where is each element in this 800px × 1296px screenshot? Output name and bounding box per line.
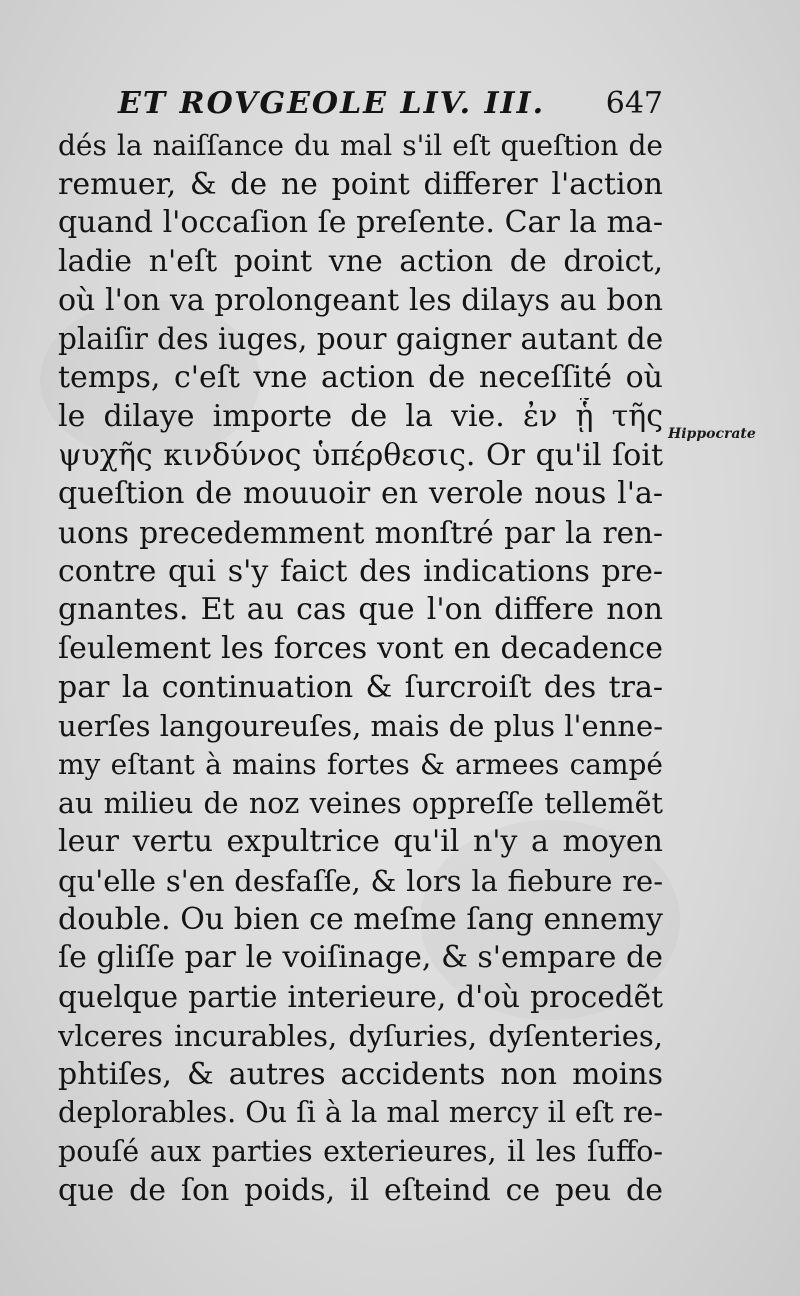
- text-line: pouſé aux parties exterieures, il les ſuffo-: [58, 1134, 663, 1168]
- text-line: queſtion de mouuoir en verole nous l'a-: [58, 476, 663, 512]
- text-line: où l'on va prolongeant les dilays au bon: [58, 282, 663, 318]
- text-line: ladie n'eſt point vne action de droict,: [58, 244, 663, 280]
- text-line: au milieu de noz veines oppreſſe tellemẽt: [58, 786, 663, 820]
- page-header: [118, 86, 663, 126]
- text-line: remuer, & de ne point differer l'action: [58, 166, 663, 202]
- text-line: vlceres incurables, dyſuries, dyſenteries,: [58, 1018, 663, 1053]
- text-line: leur vertu expultrice qu'il n'y a moyen: [58, 824, 663, 860]
- text-line: uerſes langoureuſes, mais de plus l'enne-: [58, 709, 663, 744]
- text-line: quelque partie interieure, d'où procedẽt: [58, 980, 663, 1015]
- text-line: le dilaye importe de la vie. ἐν ᾗ τῆς: [58, 398, 663, 434]
- text-line: uons precedemment monſtré par la ren-: [58, 515, 663, 550]
- text-line: qu'elle s'en desfaſſe, & lors la fiebure re-: [58, 864, 663, 899]
- text-line: quand l'occaſion ſe preſente. Car la ma-: [58, 205, 663, 241]
- running-title: ET ROVGEOLE LIV. III.: [118, 86, 546, 121]
- text-line: deplorables. Ou ſi à la mal mercy il eſt re-: [58, 1096, 663, 1130]
- text-line: my eſtant à mains fortes & armees campé: [58, 748, 663, 781]
- body-text: [58, 127, 663, 1210]
- text-line: plaiſir des iuges, pour gaigner autant de: [58, 322, 663, 357]
- text-line: temps, c'eſt vne action de neceſſité où: [58, 360, 663, 396]
- text-line: ψυχῆς κινδύνος ὑπέρθεσις. Or qu'il ſoit: [58, 437, 663, 473]
- text-line: ſe gliſſe par le voiſinage, & s'empare de: [58, 940, 663, 976]
- text-line: contre qui s'y faict des indications pre-: [58, 553, 663, 589]
- text-line: gnantes. Et au cas que l'on differe non: [58, 592, 663, 628]
- text-line: phtiſes, & autres accidents non moins: [58, 1056, 663, 1092]
- text-line: double. Ou bien ce meſme ſang ennemy: [58, 901, 663, 937]
- text-line: ſeulement les forces vont en decadence: [58, 630, 663, 666]
- page-number: 647: [605, 86, 663, 121]
- text-line: que de ſon poids, il eſteind ce peu de: [58, 1172, 663, 1208]
- margin-note: Hippocrate: [668, 426, 756, 442]
- text-line: dés la naiſſance du mal s'il eſt queſtion de: [58, 129, 663, 162]
- text-line: par la continuation & ſurcroiſt des tra-: [58, 669, 663, 705]
